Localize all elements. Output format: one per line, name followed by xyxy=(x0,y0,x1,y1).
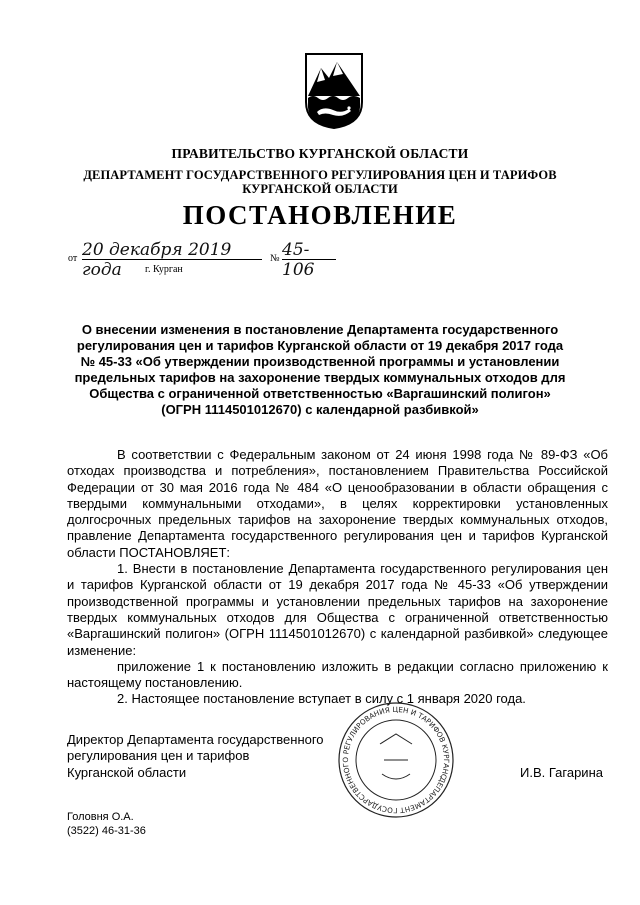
department-name-line1: ДЕПАРТАМЕНТ ГОСУДАРСТВЕННОГО РЕГУЛИРОВАНИЯ ЦЕН И ТАРИФОВ xyxy=(83,168,557,182)
executor-name: Головня О.А. xyxy=(67,811,134,823)
resolution-body xyxy=(67,447,608,708)
signatory-title-line: Директор Департамента государственного xyxy=(67,732,324,747)
body-paragraph: 1. Внести в постановление Департамента государственного регулирования цен и тарифов Курганской области от 19 декабря 2017 года № 45-33 «Об утверждении производственной программы и установлении предельных тарифов на захоронение твердых коммунальных отходов для Общества с ограниченной ответственностью «Варгашинский полигон» (ОГРН 1114501012670) с календарной разбивкой» следующее изменение: xyxy=(67,561,608,658)
government-name: ПРАВИТЕЛЬСТВО КУРГАНСКОЙ ОБЛАСТИ xyxy=(171,146,469,161)
date-prefix: от xyxy=(68,253,78,264)
signatory-name: И.В. Гагарина xyxy=(520,765,603,780)
coat-of-arms-icon xyxy=(303,52,365,130)
executor-phone: (3522) 46-31-36 xyxy=(67,825,146,837)
signatory-title-line: Курганской области xyxy=(67,764,187,780)
executor-info xyxy=(67,810,146,838)
body-paragraph: В соответствии с Федеральным законом от 24 июня 1998 года № 89-ФЗ «Об отходах производства и потребления», постановлением Правительства Российской Федерации от 30 мая 2016 года № 484 «О ценообразовании в области обращения с твердыми коммунальными отходами», в целях корректировки установленных долгосрочных предельных тарифов на захоронение твердых коммунальных отходов, правление Департамента государственного регулирования цен и тарифов Курганской области ПОСТАНОВЛЯЕТ: xyxy=(67,447,608,560)
signatory-title xyxy=(67,732,324,781)
number-prefix: № xyxy=(270,253,280,264)
heading-line: О внесении изменения в постановление Департамента государственного xyxy=(81,322,559,337)
document-city: г. Курган xyxy=(145,264,183,275)
heading-line: Общества с ограниченной ответственностью «Варгашинский полигон» xyxy=(89,386,551,401)
document-date: 20 декабря 2019 года xyxy=(82,240,262,260)
document-type-title: ПОСТАНОВЛЕНИЕ xyxy=(182,200,458,230)
heading-line: регулирования цен и тарифов Курганской области от 19 декабря 2017 года xyxy=(76,338,564,353)
document-number: 45-106 xyxy=(282,240,336,260)
resolution-heading xyxy=(60,322,580,418)
heading-line: (ОГРН 1114501012670) с календарной разбивкой» xyxy=(161,402,479,417)
heading-line: № 45-33 «Об утверждении производственной программы и установлении xyxy=(80,354,560,369)
official-seal xyxy=(336,700,456,820)
signatory-title-line: регулирования цен и тарифов xyxy=(67,748,250,764)
department-name-line2: КУРГАНСКОЙ ОБЛАСТИ xyxy=(242,182,398,196)
seal-ring-text: ДЕПАРТАМЕНТ ГОСУДАРСТВЕННОГО РЕГУЛИРОВАНИЯ ЦЕН И ТАРИФОВ КУРГАНСКОЙ xyxy=(340,704,452,816)
body-paragraph: 2. Настоящее постановление вступает в силу с 1 января 2020 года. xyxy=(117,691,526,707)
heading-line: предельных тарифов на захоронение твердых коммунальных отходов для xyxy=(74,370,566,385)
body-paragraph: приложение 1 к постановлению изложить в редакции согласно приложению к настоящему постановлению. xyxy=(67,658,608,691)
